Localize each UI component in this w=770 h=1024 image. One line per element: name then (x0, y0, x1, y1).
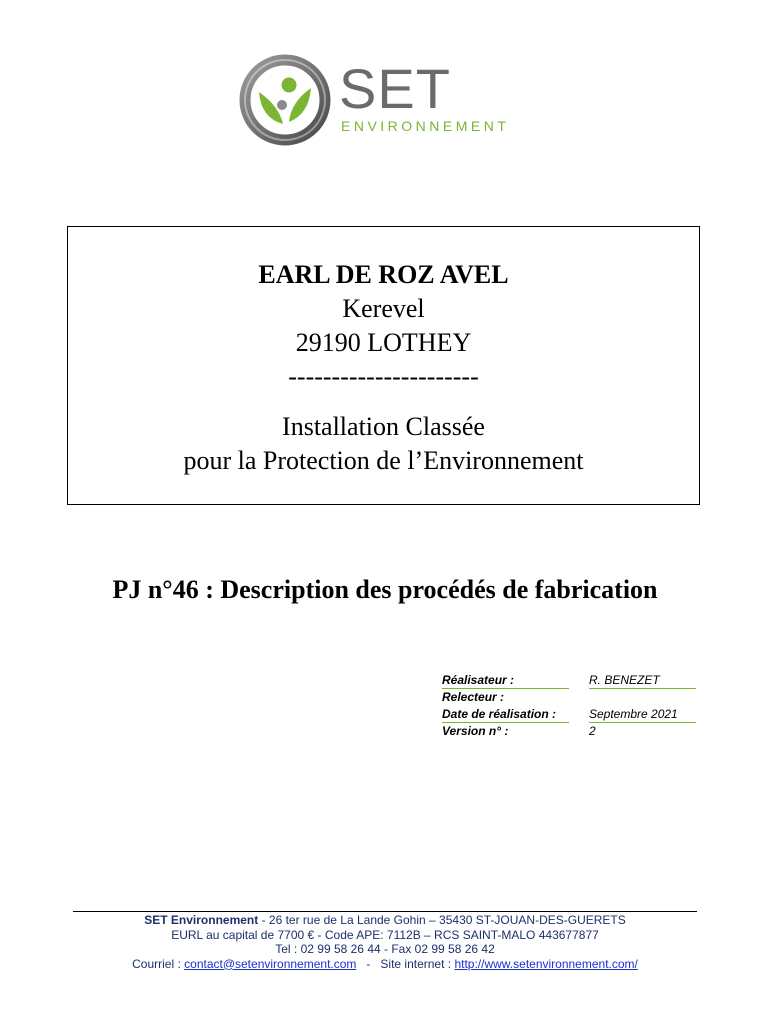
meta-value: Septembre 2021 (589, 707, 678, 721)
meta-row-author (442, 672, 696, 689)
meta-value: R. BENEZET (589, 673, 660, 687)
cover-frame (67, 226, 700, 505)
footer-site-label: - Site internet : (356, 956, 455, 971)
separator-line: ---------------------- (288, 362, 479, 391)
footer-email-label: Courriel : (132, 956, 185, 971)
spacer (68, 394, 699, 410)
footer-line-contact (0, 957, 770, 972)
meta-label: Version n° : (442, 724, 509, 738)
footer-line-address (0, 913, 770, 928)
meta-value: 2 (589, 724, 596, 738)
logo-brand-text: SET (339, 57, 451, 120)
meta-label: Réalisateur : (442, 673, 515, 687)
meta-row-reviewer (442, 689, 696, 706)
footer-company: SET Environnement (144, 913, 259, 927)
footer-address: - 26 ter rue de La Lande Gohin – 35430 ST-JOUAN-DES-GUERETS (258, 913, 626, 927)
company-locality: Kerevel (342, 294, 425, 323)
meta-label: Relecteur : (442, 690, 505, 704)
leaf-swirl-icon (235, 52, 335, 148)
footer-phone: Tel : 02 99 58 26 44 - Fax 02 99 58 26 42 (275, 942, 495, 956)
logo-tagline: ENVIRONNEMENT (341, 118, 510, 134)
footer (0, 913, 770, 971)
footer-divider (73, 911, 697, 912)
company-name: EARL DE ROZ AVEL (258, 260, 509, 289)
subject-line-1: Installation Classée (282, 412, 485, 441)
meta-row-version (442, 723, 696, 740)
metadata-table (442, 672, 696, 740)
footer-legal: EURL au capital de 7700 € - Code APE: 7112B – RCS SAINT-MALO 443677877 (171, 927, 599, 942)
document-title: PJ n°46 : Description des procédés de fabrication (112, 575, 658, 604)
company-postal-address: 29190 LOTHEY (295, 328, 472, 357)
website-link[interactable]: http://www.setenvironnement.com/ (454, 956, 638, 971)
meta-label: Date de réalisation : (442, 707, 557, 721)
meta-row-date (442, 706, 696, 723)
subject-line-2: pour la Protection de l’Environnement (183, 446, 584, 475)
set-environnement-logo (235, 52, 535, 148)
email-link[interactable]: contact@setenvironnement.com (184, 956, 357, 971)
